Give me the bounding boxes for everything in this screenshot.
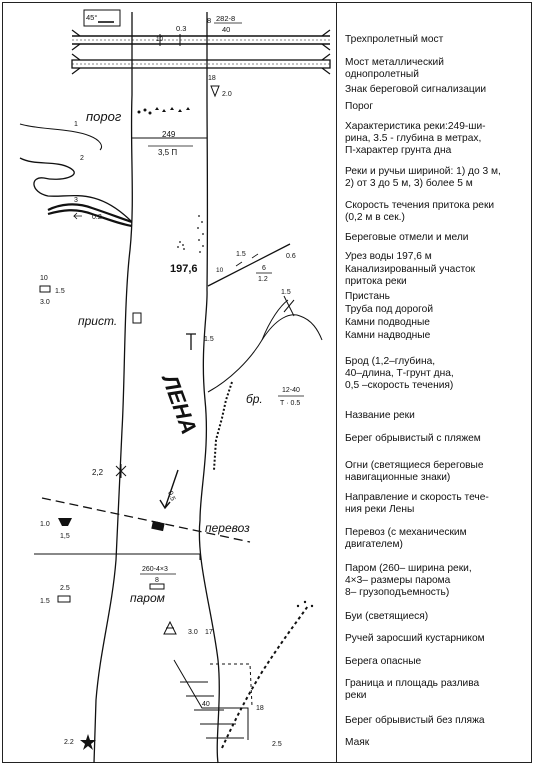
pier-icon bbox=[133, 313, 141, 323]
lighthouse-icon bbox=[80, 734, 96, 750]
flood-18: 18 bbox=[256, 705, 264, 712]
left-30: 3.0 bbox=[40, 299, 50, 306]
legend-item: Брод (1,2–глубина, 40–длина, Т-грунт дна, 0,5 –скорость течения) bbox=[345, 356, 454, 391]
ferry-route bbox=[42, 498, 250, 542]
buoy-15: 1.5 bbox=[40, 598, 50, 605]
pipe-icon bbox=[186, 334, 196, 350]
trib-1: 1 bbox=[74, 121, 78, 128]
legend-item: Граница и площадь разлива реки bbox=[345, 678, 480, 701]
trib-3: 3 bbox=[74, 197, 78, 204]
legend-item: Труба под дорогой bbox=[345, 304, 434, 315]
canal-15: 1.5 bbox=[236, 251, 246, 258]
legend-item: Берег обрывистый без пляжа bbox=[345, 715, 485, 726]
legend-item: Порог bbox=[345, 101, 374, 112]
legend-item: Паром (260– ширина реки, 4×3– размеры парома 8– грузоподъемность) bbox=[345, 563, 472, 598]
river-char-num: 249 bbox=[162, 130, 176, 139]
bridge-top-10: 10 bbox=[156, 36, 164, 43]
flood-area bbox=[174, 660, 252, 740]
flow-arrow bbox=[160, 470, 178, 508]
three-span-bridge bbox=[72, 30, 330, 50]
light-22: 2,2 bbox=[92, 468, 104, 477]
sign-20: 2.0 bbox=[222, 91, 232, 98]
tributaries bbox=[20, 124, 132, 226]
buoy-icon bbox=[164, 622, 176, 634]
trib-2: 2 bbox=[80, 155, 84, 162]
signal-sign-icon bbox=[211, 86, 219, 96]
legend-item: Канализированный участок притока реки bbox=[345, 264, 476, 287]
legend-item: Маяк bbox=[345, 737, 370, 748]
bridge-top-frac-den: 40 bbox=[222, 25, 231, 34]
left-10: 10 bbox=[40, 275, 48, 282]
canal-06: 0.6 bbox=[286, 253, 296, 260]
left-15: 1.5 bbox=[55, 288, 65, 295]
shrub-stream bbox=[222, 606, 308, 748]
river-left-bank bbox=[94, 12, 132, 763]
prist-label: прист. bbox=[78, 314, 118, 328]
parom-den: 8 bbox=[155, 577, 159, 584]
legend-item: Огни (светящиеся береговые навигационные знаки) bbox=[345, 460, 484, 483]
water-level-label: 197,6 bbox=[170, 263, 198, 275]
metal-bridge bbox=[72, 54, 330, 74]
legend-item: Мост металлический однопролетный bbox=[345, 57, 444, 80]
legend-item: Береговые отмели и мели bbox=[345, 232, 469, 243]
legend-item: Пристань bbox=[345, 291, 390, 302]
legend-item: Буи (светящиеся) bbox=[345, 611, 429, 622]
legend-item: Реки и ручьи шириной: 1) до 3 м, 2) от 3 до 5 м, 3) более 5 м bbox=[345, 166, 501, 189]
flow-05: 0.5 bbox=[166, 490, 177, 502]
buoy2-30: 3.0 bbox=[188, 629, 198, 636]
bridge-top-char: 0.3 bbox=[176, 24, 187, 33]
stone-15: 1.5 bbox=[281, 289, 291, 296]
buoy2-17: 17 bbox=[205, 629, 213, 636]
porog-label: порог bbox=[86, 109, 122, 124]
otmel-10: 10 bbox=[216, 267, 224, 274]
angle-label: 45° bbox=[86, 13, 98, 22]
cliff-with-beach bbox=[214, 382, 232, 470]
legend-item: Берега опасные bbox=[345, 656, 422, 667]
right-tributary bbox=[208, 296, 322, 392]
ford-num: 12-40 bbox=[282, 387, 300, 394]
canal-frac-den: 1.2 bbox=[258, 276, 268, 283]
ferry-10: 1.0 bbox=[40, 521, 50, 528]
legend-item: Характеристика реки:249-ши- рина, 3.5 - глубина в метрах, П-характер грунта дна bbox=[345, 121, 486, 156]
legend-item: Скорость течения притока реки (0,2 м в сек.) bbox=[345, 200, 495, 223]
bridge-top-8: 8 bbox=[207, 16, 212, 25]
buoy-25: 2.5 bbox=[60, 585, 70, 592]
pipe-15: 1.5 bbox=[204, 336, 214, 343]
legend-item: Трехпролетный мост bbox=[345, 34, 444, 45]
bridge2-18: 18 bbox=[208, 75, 216, 82]
bridge-top-frac-num: 282-8 bbox=[216, 14, 236, 23]
legend-item: Камни надводные bbox=[345, 330, 431, 341]
canal-line bbox=[208, 244, 290, 286]
legend-item: Камни подводные bbox=[345, 317, 430, 328]
ferry-icon bbox=[151, 521, 164, 531]
legend-item: Направление и скорость тече- ния реки Лены bbox=[345, 492, 489, 515]
br-label: бр. bbox=[246, 392, 263, 406]
parom-num: 260-4×3 bbox=[142, 566, 168, 573]
shrub-dots bbox=[297, 601, 313, 607]
canal-frac-num: 6 bbox=[262, 265, 266, 272]
river-char-den: 3,5 П bbox=[158, 148, 178, 157]
shoals-icon bbox=[177, 215, 204, 253]
mayak-22: 2.2 bbox=[64, 739, 74, 746]
legend-item: Знак береговой сигнализации bbox=[345, 84, 487, 95]
flood-25: 2.5 bbox=[272, 741, 282, 748]
rapids-icon bbox=[138, 107, 191, 115]
flood-40: 40 bbox=[202, 701, 210, 708]
legend-item: Название реки bbox=[345, 410, 415, 421]
legend-item: Берег обрывистый с пляжем bbox=[345, 433, 481, 444]
legend-item: Перевоз (с механическим двигателем) bbox=[345, 527, 467, 550]
legend-item: Ручей заросший кустарником bbox=[345, 633, 485, 644]
ferry-15: 1,5 bbox=[60, 533, 70, 540]
ford-den: Т · 0.5 bbox=[280, 400, 301, 407]
river-name-label: ЛЕНА bbox=[157, 371, 202, 438]
legend-item: Урез воды 197,6 м bbox=[345, 251, 432, 262]
perevoz-label: перевоз bbox=[205, 521, 250, 535]
light-icon bbox=[116, 464, 126, 478]
parom-label: паром bbox=[130, 591, 165, 605]
trib-speed: 0.2 bbox=[92, 214, 102, 221]
parom-icon bbox=[150, 584, 164, 589]
road bbox=[34, 554, 200, 560]
